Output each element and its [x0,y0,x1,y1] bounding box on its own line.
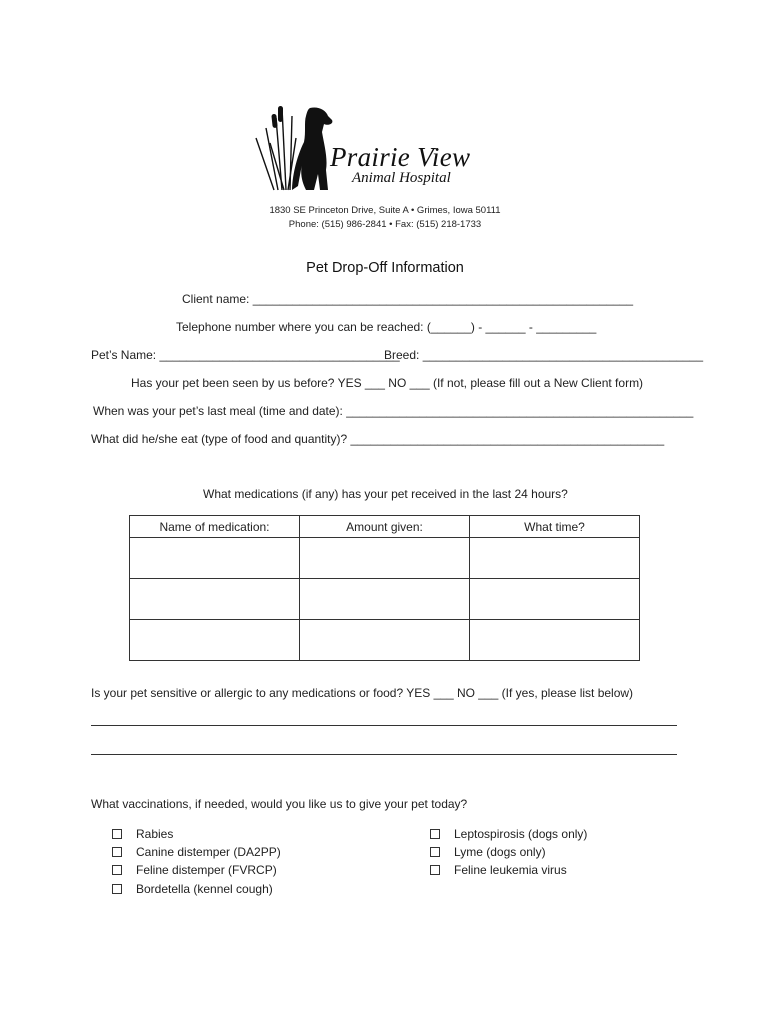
what-time-header: What time? [470,516,640,538]
allergy-answer-line[interactable] [91,725,677,726]
clinic-phone-fax: Phone: (515) 986-2841 • Fax: (515) 218-1733 [288,219,482,230]
checkbox-icon[interactable] [112,829,122,839]
amount-given-cell[interactable] [300,620,470,661]
clinic-name: Prairie View [330,142,471,172]
vaccine-label: Canine distemper (DA2PP) [136,845,281,859]
checkbox-icon[interactable] [430,829,440,839]
time-cell[interactable] [470,538,640,579]
seen-before-field[interactable]: Has your pet been seen by us before? YES ___ NO ___ (If not, please fill out a New Client form) [131,376,644,390]
medication-name-cell[interactable] [130,620,300,661]
time-cell[interactable] [470,620,640,661]
amount-given-header: Amount given: [300,516,470,538]
clinic-subtitle: Animal Hospital [352,170,451,186]
breed-field[interactable]: Breed: __________________________________________ [384,348,703,362]
allergy-question[interactable]: Is your pet sensitive or allergic to any medications or food? YES ___ NO ___ (If yes, please list below) [91,686,634,700]
checkbox-icon[interactable] [430,847,440,857]
vaccinations-question: What vaccinations, if needed, would you like us to give your pet today? [91,797,468,811]
vaccine-label: Feline distemper (FVRCP) [136,863,277,877]
medications-table [129,515,640,661]
vaccine-label: Leptospirosis (dogs only) [454,827,588,841]
vaccine-option-bordetella[interactable] [112,882,273,896]
telephone-field[interactable]: Telephone number where you can be reached: (______) - ______ - _________ [176,320,597,334]
medication-name-cell[interactable] [130,538,300,579]
checkbox-icon[interactable] [430,865,440,875]
vaccine-label: Bordetella (kennel cough) [136,882,273,896]
vaccine-label: Rabies [136,827,174,841]
food-eaten-field[interactable]: What did he/she eat (type of food and quantity)? _______________________________________________ [91,432,665,446]
vaccine-option-lyme[interactable] [430,845,546,859]
checkbox-icon[interactable] [112,884,122,894]
last-meal-field[interactable]: When was your pet’s last meal (time and date): ____________________________________________________ [93,404,694,418]
medication-name-cell[interactable] [130,579,300,620]
clinic-address: 1830 SE Princeton Drive, Suite A • Grimes, Iowa 50111 [269,205,501,216]
checkbox-icon[interactable] [112,865,122,875]
allergy-answer-line[interactable] [91,754,677,755]
vaccine-option-rabies[interactable] [112,827,173,841]
table-row [130,579,640,620]
table-row [130,620,640,661]
vaccine-label: Lyme (dogs only) [454,845,546,859]
client-name-field[interactable]: Client name: _________________________________________________________ [182,292,634,306]
table-row [130,538,640,579]
vaccine-option-feline-distemper[interactable] [112,863,277,877]
vaccine-option-feline-leukemia[interactable] [430,863,567,877]
clinic-logo [248,98,508,198]
vaccine-option-canine-distemper[interactable] [112,845,281,859]
vaccine-option-leptospirosis[interactable] [430,827,587,841]
checkbox-icon[interactable] [112,847,122,857]
medication-name-header: Name of medication: [130,516,300,538]
pets-name-field[interactable]: Pet’s Name: ____________________________________ [91,348,400,362]
form-title: Pet Drop-Off Information [306,260,464,276]
medications-question: What medications (if any) has your pet received in the last 24 hours? [203,487,568,501]
vaccine-label: Feline leukemia virus [454,863,567,877]
amount-given-cell[interactable] [300,579,470,620]
time-cell[interactable] [470,579,640,620]
amount-given-cell[interactable] [300,538,470,579]
